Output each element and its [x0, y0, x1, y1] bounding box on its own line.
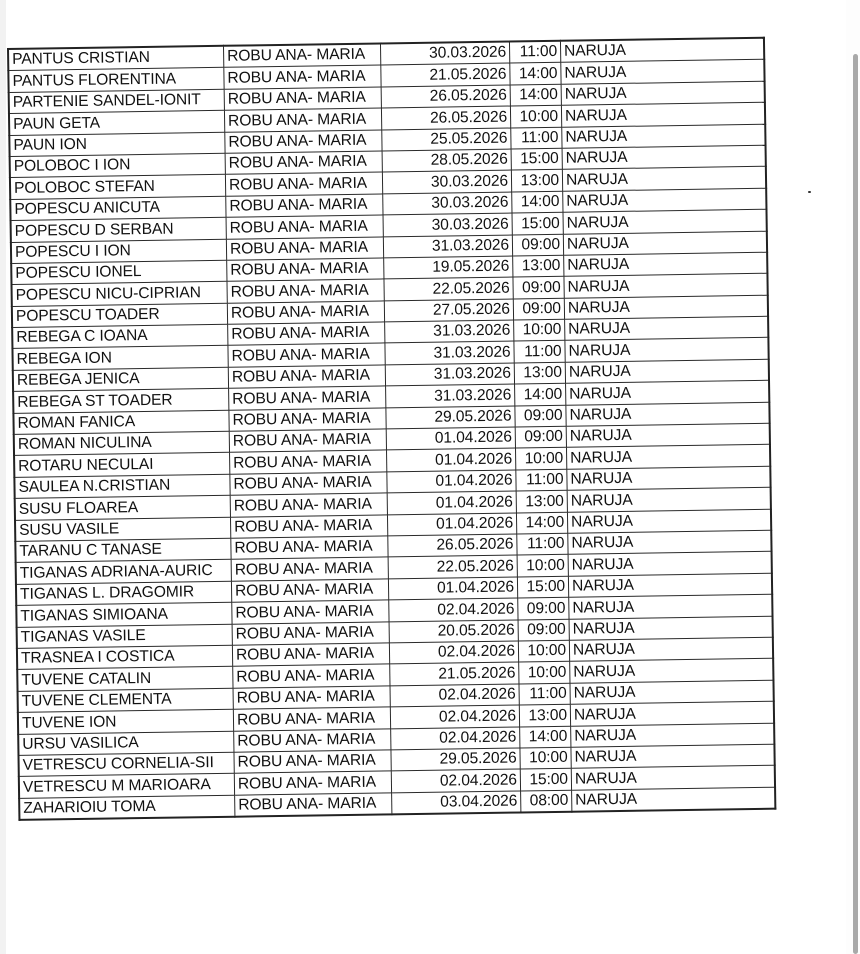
- cell-time: 10:00: [517, 555, 568, 577]
- cell-name: ZAHARIOIU TOMA: [19, 795, 235, 820]
- cell-agent: ROBU ANA- MARIA: [226, 215, 383, 239]
- scan-speck: [808, 191, 811, 193]
- cell-time: 09:00: [518, 619, 569, 641]
- cell-date: 31.03.2026: [385, 320, 514, 343]
- cell-location: NARUJA: [572, 787, 776, 812]
- cell-time: 09:00: [515, 405, 566, 427]
- cell-date: 31.03.2026: [385, 363, 514, 386]
- cell-time: 13:00: [516, 490, 567, 512]
- cell-agent: ROBU ANA- MARIA: [234, 771, 391, 795]
- cell-location: NARUJA: [563, 188, 767, 212]
- cell-date: 31.03.2026: [383, 235, 512, 258]
- cell-location: NARUJA: [567, 487, 771, 511]
- cell-location: NARUJA: [567, 509, 771, 533]
- cell-time: 11:00: [517, 533, 568, 555]
- cell-agent: ROBU ANA- MARIA: [232, 600, 389, 624]
- cell-agent: ROBU ANA- MARIA: [228, 322, 385, 346]
- cell-location: NARUJA: [568, 573, 772, 597]
- cell-agent: ROBU ANA- MARIA: [227, 279, 384, 303]
- cell-date: 30.03.2026: [383, 192, 512, 215]
- cell-time: 15:00: [517, 576, 568, 598]
- cell-agent: ROBU ANA- MARIA: [229, 429, 386, 453]
- cell-date: 19.05.2026: [384, 256, 513, 279]
- cell-name: TUVENE CATALIN: [17, 667, 233, 692]
- cell-time: 10:00: [520, 747, 571, 769]
- cell-location: NARUJA: [567, 466, 771, 490]
- cell-time: 13:00: [519, 704, 570, 726]
- cell-time: 08:00: [521, 790, 572, 813]
- cell-name: TIGANAS VASILE: [17, 624, 233, 649]
- cell-time: 14:00: [510, 63, 561, 85]
- cell-date: 22.05.2026: [384, 277, 513, 300]
- cell-agent: ROBU ANA- MARIA: [225, 130, 382, 154]
- cell-location: NARUJA: [566, 380, 770, 404]
- cell-location: NARUJA: [562, 124, 766, 148]
- cell-time: 15:00: [511, 148, 562, 170]
- cell-date: 26.05.2026: [381, 106, 510, 129]
- cell-location: NARUJA: [569, 637, 773, 661]
- cell-time: 09:00: [513, 277, 564, 299]
- cell-location: NARUJA: [566, 423, 770, 447]
- cell-time: 13:00: [513, 255, 564, 277]
- cell-time: 11:00: [509, 41, 560, 64]
- cell-agent: ROBU ANA- MARIA: [225, 151, 382, 175]
- cell-time: 11:00: [511, 127, 562, 149]
- vertical-scrollbar[interactable]: [853, 54, 858, 954]
- cell-agent: ROBU ANA- MARIA: [229, 386, 386, 410]
- cell-agent: ROBU ANA- MARIA: [230, 515, 387, 539]
- cell-agent: ROBU ANA- MARIA: [228, 343, 385, 367]
- cell-agent: ROBU ANA- MARIA: [225, 172, 382, 196]
- cell-date: 01.04.2026: [387, 491, 516, 514]
- cell-location: NARUJA: [570, 659, 774, 683]
- cell-name: ROMAN NICULINA: [14, 431, 230, 456]
- schedule-table-body: [8, 38, 775, 820]
- cell-date: 01.04.2026: [387, 470, 516, 493]
- cell-location: NARUJA: [566, 402, 770, 426]
- cell-agent: ROBU ANA- MARIA: [224, 65, 381, 89]
- cell-name: TARANU C TANASE: [15, 538, 231, 563]
- cell-location: NARUJA: [564, 252, 768, 276]
- cell-location: NARUJA: [571, 744, 775, 768]
- cell-name: PAUN GETA: [9, 110, 225, 135]
- cell-name: ROTARU NECULAI: [14, 453, 230, 478]
- cell-agent: ROBU ANA- MARIA: [233, 707, 390, 731]
- cell-name: POPESCU I ION: [11, 239, 227, 264]
- cell-location: NARUJA: [565, 359, 769, 383]
- cell-name: VETRESCU CORNELIA-SII: [18, 752, 234, 777]
- cell-agent: ROBU ANA- MARIA: [233, 664, 390, 688]
- cell-date: 03.04.2026: [392, 791, 521, 815]
- schedule-table: [7, 37, 776, 821]
- cell-date: 26.05.2026: [388, 534, 517, 557]
- cell-name: PANTUS FLORENTINA: [8, 68, 224, 93]
- cell-time: 14:00: [512, 191, 563, 213]
- cell-date: 26.05.2026: [381, 85, 510, 108]
- cell-date: 02.04.2026: [389, 641, 518, 664]
- cell-agent: ROBU ANA- MARIA: [230, 450, 387, 474]
- cell-agent: ROBU ANA- MARIA: [233, 686, 390, 710]
- cell-agent: ROBU ANA- MARIA: [230, 493, 387, 517]
- cell-name: PARTENIE SANDEL-IONIT: [9, 89, 225, 114]
- cell-location: NARUJA: [563, 209, 767, 233]
- cell-name: TIGANAS ADRIANA-AURIC: [16, 560, 232, 585]
- cell-agent: ROBU ANA- MARIA: [231, 579, 388, 603]
- cell-agent: ROBU ANA- MARIA: [232, 621, 389, 645]
- cell-location: NARUJA: [562, 167, 766, 191]
- cell-location: NARUJA: [569, 594, 773, 618]
- cell-date: 30.03.2026: [383, 213, 512, 236]
- cell-name: POPESCU TOADER: [12, 303, 228, 328]
- cell-name: POLOBOC STEFAN: [10, 175, 226, 200]
- cell-name: ROMAN FANICA: [13, 410, 229, 435]
- cell-time: 15:00: [512, 212, 563, 234]
- cell-agent: ROBU ANA- MARIA: [231, 536, 388, 560]
- cell-name: TIGANAS SIMIOANA: [16, 602, 232, 627]
- cell-name: REBEGA ST TOADER: [13, 389, 229, 414]
- cell-date: 02.04.2026: [389, 598, 518, 621]
- cell-agent: ROBU ANA- MARIA: [227, 258, 384, 282]
- cell-location: NARUJA: [561, 60, 765, 84]
- cell-name: POLOBOC I ION: [10, 153, 226, 178]
- cell-location: NARUJA: [568, 530, 772, 554]
- cell-time: 13:00: [511, 170, 562, 192]
- cell-name: POPESCU ANICUTA: [10, 196, 226, 221]
- cell-date: 02.04.2026: [391, 726, 520, 749]
- cell-name: SAULEA N.CRISTIAN: [14, 474, 230, 499]
- cell-agent: ROBU ANA- MARIA: [235, 793, 392, 817]
- cell-location: NARUJA: [564, 295, 768, 319]
- cell-time: 11:00: [519, 683, 570, 705]
- cell-agent: ROBU ANA- MARIA: [227, 301, 384, 325]
- cell-agent: ROBU ANA- MARIA: [230, 472, 387, 496]
- cell-agent: ROBU ANA- MARIA: [223, 43, 380, 67]
- cell-location: NARUJA: [566, 445, 770, 469]
- cell-date: 31.03.2026: [386, 384, 515, 407]
- cell-time: 14:00: [510, 84, 561, 106]
- cell-time: 13:00: [514, 362, 565, 384]
- cell-date: 31.03.2026: [385, 341, 514, 364]
- cell-agent: ROBU ANA- MARIA: [234, 750, 391, 774]
- cell-date: 20.05.2026: [389, 620, 518, 643]
- cell-date: 01.04.2026: [386, 427, 515, 450]
- cell-date: 21.05.2026: [381, 63, 510, 86]
- cell-location: NARUJA: [560, 38, 764, 63]
- cell-date: 02.04.2026: [390, 705, 519, 728]
- cell-name: REBEGA ION: [12, 346, 228, 371]
- cell-time: 14:00: [516, 512, 567, 534]
- cell-location: NARUJA: [563, 231, 767, 255]
- cell-agent: ROBU ANA- MARIA: [226, 236, 383, 260]
- cell-location: NARUJA: [571, 765, 775, 789]
- cell-location: NARUJA: [570, 701, 774, 725]
- cell-name: SUSU VASILE: [15, 517, 231, 542]
- cell-location: NARUJA: [565, 316, 769, 340]
- cell-date: 25.05.2026: [382, 128, 511, 151]
- cell-date: 21.05.2026: [390, 662, 519, 685]
- cell-name: REBEGA JENICA: [13, 367, 229, 392]
- cell-location: NARUJA: [568, 552, 772, 576]
- cell-name: SUSU FLOAREA: [15, 495, 231, 520]
- cell-date: 29.05.2026: [391, 748, 520, 771]
- cell-date: 02.04.2026: [390, 684, 519, 707]
- cell-date: 01.04.2026: [388, 577, 517, 600]
- cell-agent: ROBU ANA- MARIA: [231, 557, 388, 581]
- cell-time: 09:00: [513, 298, 564, 320]
- cell-date: 22.05.2026: [388, 555, 517, 578]
- cell-location: NARUJA: [561, 81, 765, 105]
- cell-agent: ROBU ANA- MARIA: [226, 194, 383, 218]
- cell-name: TUVENE CLEMENTA: [18, 688, 234, 713]
- cell-time: 14:00: [520, 726, 571, 748]
- cell-location: NARUJA: [570, 680, 774, 704]
- cell-location: NARUJA: [562, 145, 766, 169]
- cell-date: 27.05.2026: [384, 299, 513, 322]
- cell-agent: ROBU ANA- MARIA: [228, 365, 385, 389]
- cell-date: 30.03.2026: [380, 42, 509, 66]
- cell-time: 09:00: [512, 234, 563, 256]
- cell-location: NARUJA: [565, 338, 769, 362]
- cell-time: 10:00: [514, 319, 565, 341]
- cell-name: PAUN ION: [9, 132, 225, 157]
- cell-name: REBEGA C IOANA: [12, 324, 228, 349]
- cell-agent: ROBU ANA- MARIA: [234, 728, 391, 752]
- cell-name: TUVENE ION: [18, 709, 234, 734]
- cell-name: POPESCU NICU-CIPRIAN: [12, 282, 228, 307]
- cell-date: 01.04.2026: [387, 448, 516, 471]
- cell-time: 10:00: [518, 640, 569, 662]
- cell-agent: ROBU ANA- MARIA: [224, 87, 381, 111]
- cell-date: 02.04.2026: [391, 769, 520, 792]
- cell-agent: ROBU ANA- MARIA: [224, 108, 381, 132]
- cell-name: TIGANAS L. DRAGOMIR: [16, 581, 232, 606]
- cell-date: 30.03.2026: [382, 170, 511, 193]
- cell-time: 10:00: [519, 662, 570, 684]
- cell-time: 15:00: [520, 768, 571, 790]
- cell-location: NARUJA: [561, 102, 765, 126]
- cell-location: NARUJA: [571, 723, 775, 747]
- cell-time: 11:00: [514, 341, 565, 363]
- cell-name: POPESCU IONEL: [11, 260, 227, 285]
- cell-time: 09:00: [515, 426, 566, 448]
- cell-name: VETRESCU M MARIOARA: [19, 773, 235, 798]
- cell-date: 01.04.2026: [387, 513, 516, 536]
- cell-time: 14:00: [515, 384, 566, 406]
- cell-name: URSU VASILICA: [18, 731, 234, 756]
- cell-name: PANTUS CRISTIAN: [8, 46, 224, 71]
- cell-time: 10:00: [515, 448, 566, 470]
- cell-date: 29.05.2026: [386, 406, 515, 429]
- schedule-table-wrapper: [7, 37, 776, 821]
- cell-date: 28.05.2026: [382, 149, 511, 172]
- cell-time: 11:00: [516, 469, 567, 491]
- cell-location: NARUJA: [569, 616, 773, 640]
- cell-agent: ROBU ANA- MARIA: [232, 643, 389, 667]
- cell-agent: ROBU ANA- MARIA: [229, 408, 386, 432]
- cell-time: 09:00: [518, 597, 569, 619]
- cell-name: TRASNEA I COSTICA: [17, 645, 233, 670]
- cell-name: POPESCU D SERBAN: [11, 217, 227, 242]
- cell-time: 10:00: [510, 105, 561, 127]
- cell-location: NARUJA: [564, 274, 768, 298]
